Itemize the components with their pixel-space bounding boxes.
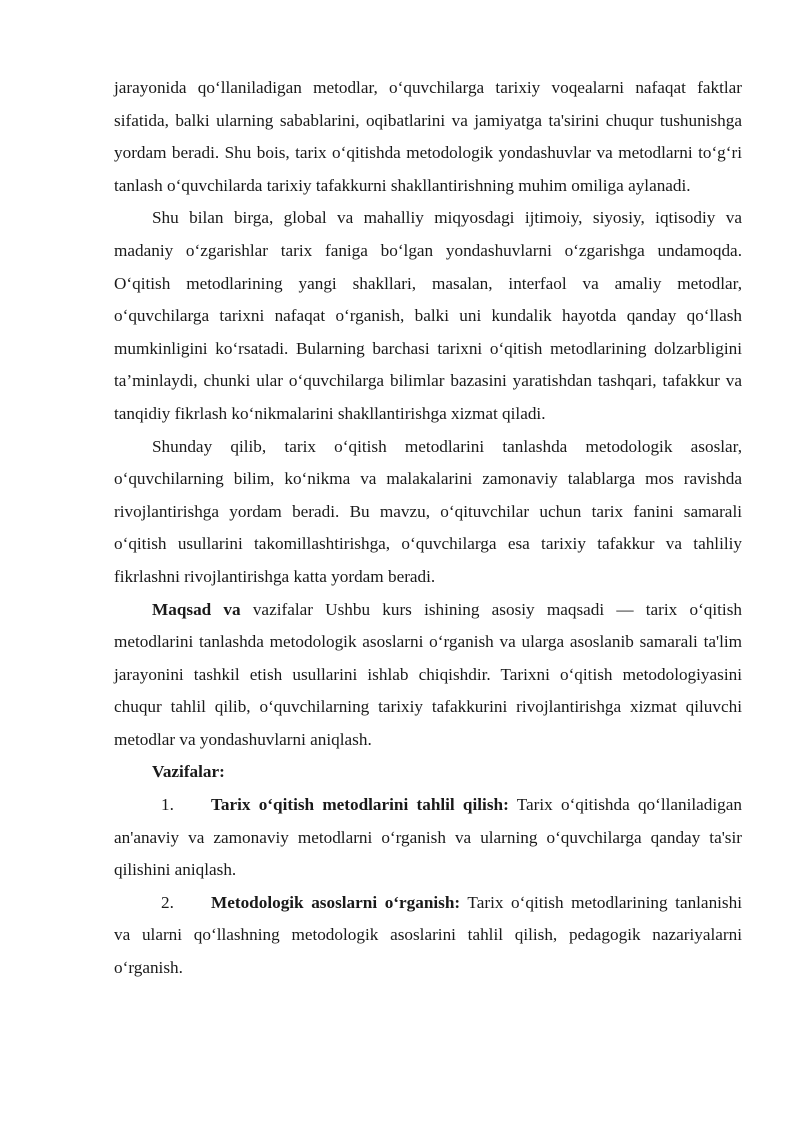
task-title: Tarix o‘qitish metodlarini tahlil qilish: <box>211 795 509 815</box>
task-number: 1. <box>161 795 174 815</box>
paragraph-methods-intro: jarayonida qo‘llaniladigan metodlar, o‘quvchilarga tarixiy voqealarni nafaqat faktlar sifatida, balki ularning sabablarini, oqibatlarini va jamiyatga ta'sirini chuqur tushunishga yordam beradi. Shu bois, tarix o‘qitishda metodologik yondashuvlar va metodlarni to‘g‘ri tanlash o‘quvchilarda tarixiy tafakkurni shakllantirishning muhim omiliga aylanadi. <box>114 78 742 195</box>
task-item-2 <box>114 887 742 985</box>
goal-text: vazifalar Ushbu kurs ishining asosiy maqsadi — tarix o‘qitish metodlarini tanlashda metodologik asoslarni o‘rganish va ularga asoslanib samarali ta'lim jarayonini tashkil etish usullarini ishlab chiqishdir. Tarixni o‘qitish metodologiyasini chuqur tahlil qilib, o‘quvchilarning tarixiy tafakkurini rivojlantirishga xizmat qiluvchi metodlar va yondashuvlarni aniqlash. <box>114 599 742 749</box>
task-number: 2. <box>161 892 174 912</box>
paragraph-global-changes: Shu bilan birga, global va mahalliy miqyosdagi ijtimoiy, siyosiy, iqtisodiy va madaniy o‘zgarishlar tarix faniga bo‘lgan yondashuvlarni o‘zgarishga undamoqda. O‘qitish metodlarining yangi shakllari, masalan, interfaol va amaliy metodlar, o‘quvchilarga tarixni nafaqat o‘rganish, balki uni kundalik hayotda qanday qo‘llash mumkinligini ko‘rsatadi. Bularning barchasi tarixni o‘qitish metodlarining dolzarbligini ta’minlaydi, chunki ular o‘quvchilarga bilimlar bazasini yaratishdan tashqari, tafakkur va tanqidiy fikrlash ko‘nikmalarini shakllantirishga xizmat qiladi. <box>114 208 742 423</box>
goal-bold-lead: Maqsad va <box>152 599 241 619</box>
tasks-heading: Vazifalar: <box>152 762 225 782</box>
paragraph-goal <box>114 594 742 757</box>
paragraph-conclusion: Shunday qilib, tarix o‘qitish metodlarini tanlashda metodologik asoslar, o‘quvchilarning bilim, ko‘nikma va malakalarini zamonaviy talablarga mos ravishda rivojlantirishga yordam beradi. Bu mavzu, o‘qituvchilar uchun tarix fanini samarali o‘qitish usullarini takomillashtirishga, o‘quvchilarga esa tarixiy tafakkur va tahliliy fikrlashni rivojlantirishga katta yordam beradi. <box>114 436 742 586</box>
document-page <box>114 72 742 985</box>
task-text: Tarix o‘qitishda qo‘llaniladigan an'anaviy va zamonaviy metodlarni o‘rganish va ularning o‘quvchilarga qanday ta'sir qilishini aniqlash. <box>114 795 742 880</box>
task-text: Tarix o‘qitish metodlarining tanlanishi va ularni qo‘llashning metodologik asoslarini tahlil qilish, pedagogik nazariyalarni o‘rganish. <box>114 892 742 978</box>
task-item-1 <box>114 789 742 887</box>
task-title: Metodologik asoslarni o‘rganish: <box>211 892 461 912</box>
